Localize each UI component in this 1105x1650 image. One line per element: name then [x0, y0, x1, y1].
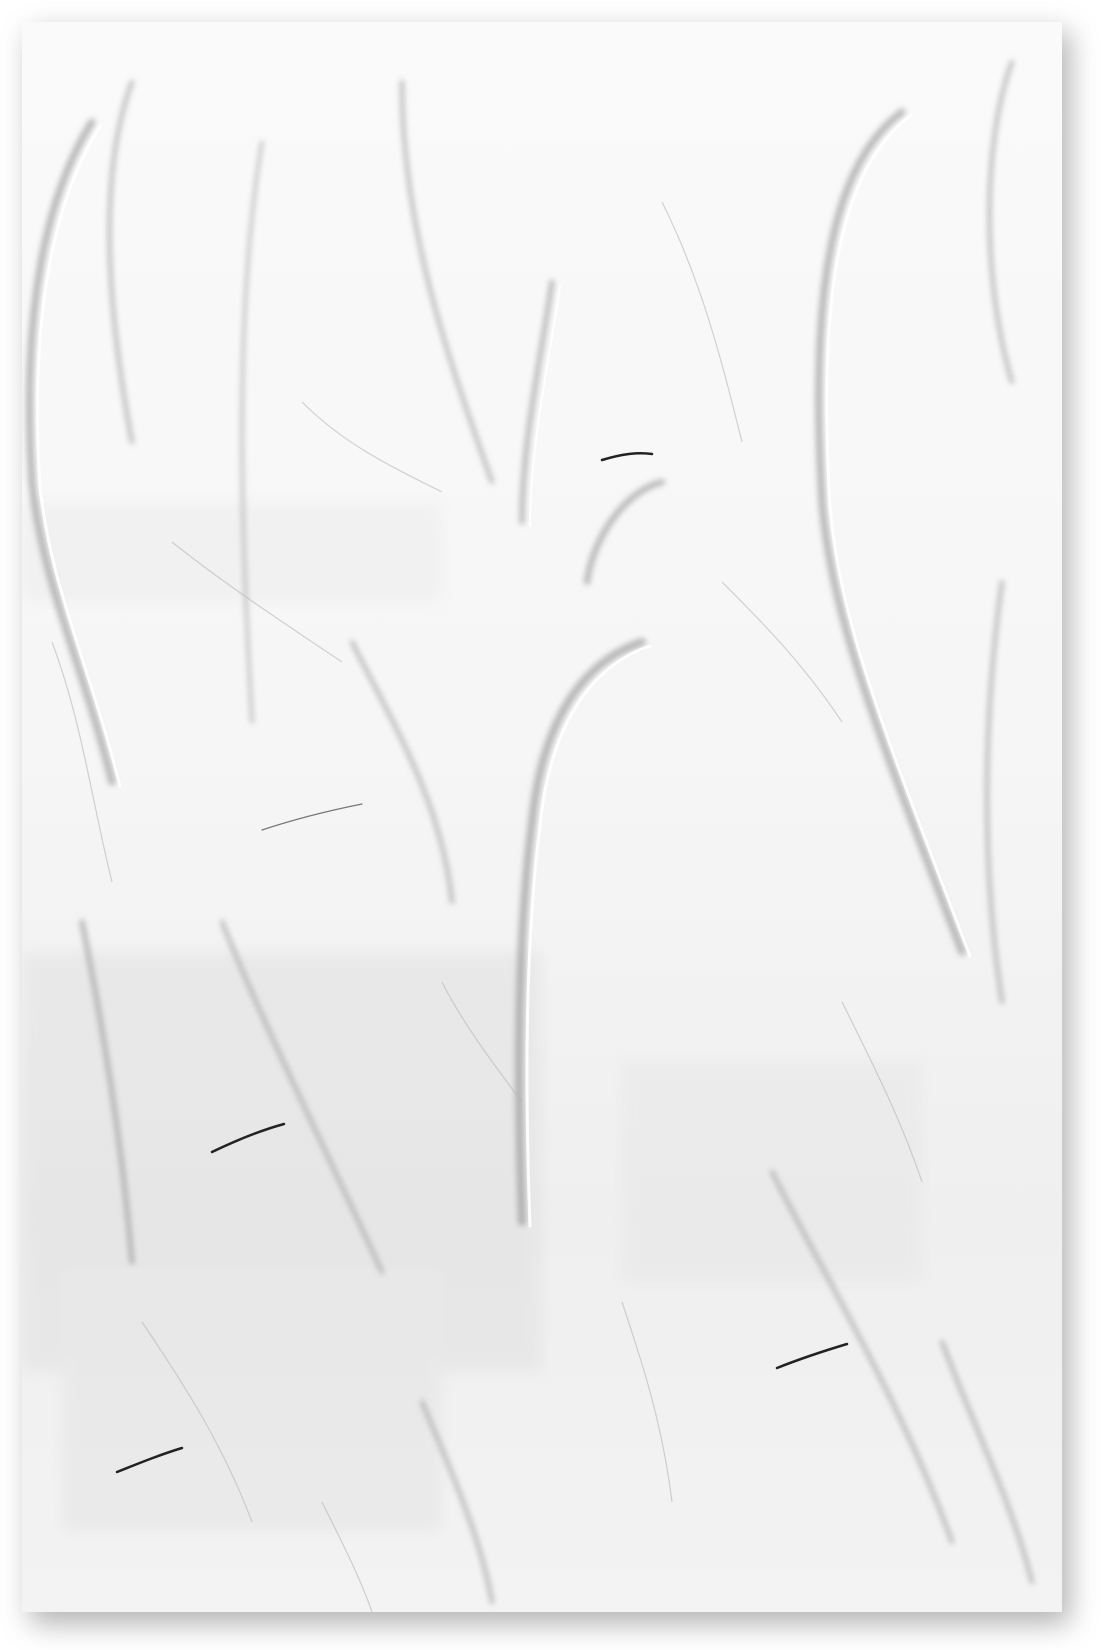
paper-texture: [22, 22, 1062, 1612]
crumpled-paper-poster: [22, 22, 1062, 1612]
